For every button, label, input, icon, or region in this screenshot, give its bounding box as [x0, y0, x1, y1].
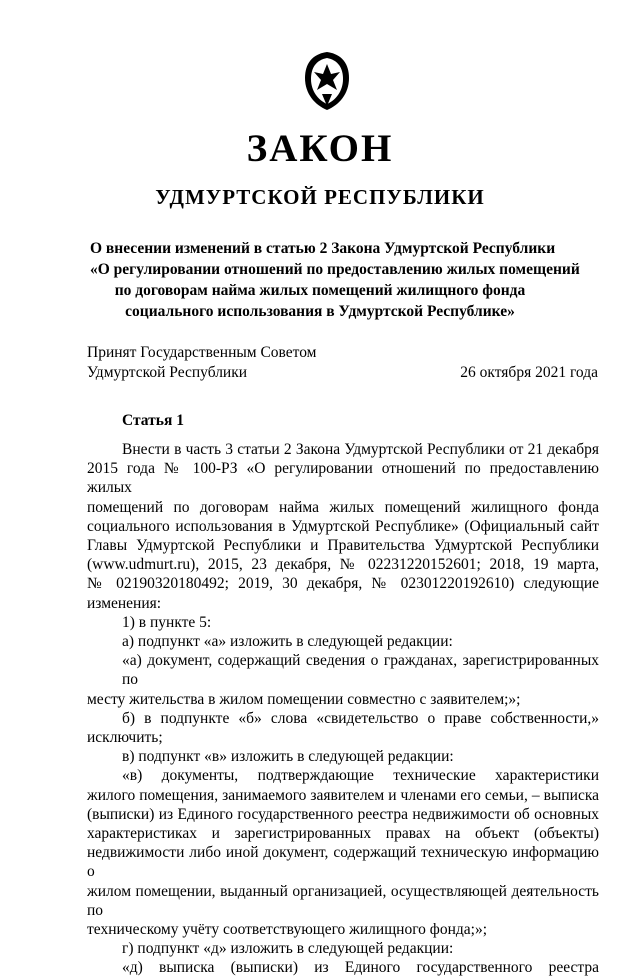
body-line: (www.udmurt.ru), 2015, 23 декабря, № 02231220152601; 2018, 19 марта, [87, 556, 599, 574]
adoption-statement [87, 343, 317, 383]
body-line: Главы Удмуртской Республики и Правительства Удмуртской Республики [87, 537, 599, 555]
body-line: № 02190320180492; 2019, 30 декабря, № 02301220192610) следующие изменения: [87, 575, 599, 612]
body-line: «д) выписка (выписки) из Единого государственного реестра [122, 959, 599, 977]
body-line: Внести в часть 3 статьи 2 Закона Удмуртской Республики от 21 декабря [122, 441, 599, 458]
subject-line: социального использования в Удмуртской Республике» [125, 303, 515, 320]
law-subject [90, 238, 580, 322]
subject-line: «О регулировании отношений по предоставлению жилых помещений [90, 261, 580, 278]
article-body [87, 440, 599, 978]
body-line: а) подпункт «а» изложить в следующей редакции: [122, 633, 453, 651]
body-line: недвижимости либо иной документ, содержащий техническую информацию о [87, 844, 599, 881]
body-line: жилого помещения, занимаемого заявителем и членами его семьи, – выписка [87, 786, 599, 804]
body-line: помещений по договорам найма жилых помещений жилищного фонда [87, 498, 599, 516]
adoption-date: 26 октября 2021 года [460, 364, 598, 381]
subject-line: О внесении изменений в статью 2 Закона Удмуртской Республики [90, 240, 556, 257]
body-line: 1) в пункте 5: [122, 613, 212, 631]
body-line: 2015 года № 100-РЗ «О регулировании отношений по предоставлению жилых [87, 460, 599, 497]
body-line: «а) документ, содержащий сведения о гражданах, зарегистрированных по [122, 652, 599, 689]
body-line: характеристиках и зарегистрированных правах на объект (объекты) [87, 825, 599, 843]
adopted-line: Удмуртской Республики [87, 364, 248, 381]
body-line: (выписки) из Единого государственного реестра недвижимости об основных [87, 805, 599, 823]
body-line: в) подпункт «в» изложить в следующей редакции: [122, 748, 454, 766]
body-line: социального использования в Удмуртской Республике» (Официальный сайт [87, 517, 599, 535]
adopted-line: Принят Государственным Советом [87, 344, 317, 361]
body-line: «в) документы, подтверждающие технические характеристики [122, 767, 599, 785]
document-title: ЗАКОН [246, 127, 394, 170]
article-heading: Статья 1 [122, 412, 184, 429]
subject-line: по договорам найма жилых помещений жилищного фонда [114, 282, 526, 299]
document-subtitle: УДМУРТСКОЙ РЕСПУБЛИКИ [155, 185, 485, 209]
body-line: жилом помещении, выданный организацией, осуществляющей деятельность по [87, 882, 599, 919]
body-line: исключить; [87, 729, 163, 747]
coat-of-arms-emblem-icon [302, 50, 352, 112]
body-line: г) подпункт «д» изложить в следующей редакции: [122, 940, 454, 958]
body-line: техническому учёту соответствующего жилищного фонда;»; [87, 921, 488, 939]
body-line: б) в подпункте «б» слова «свидетельство о праве собственности,» [122, 709, 599, 727]
body-line: месту жительства в жилом помещении совместно с заявителем;»; [87, 690, 521, 708]
